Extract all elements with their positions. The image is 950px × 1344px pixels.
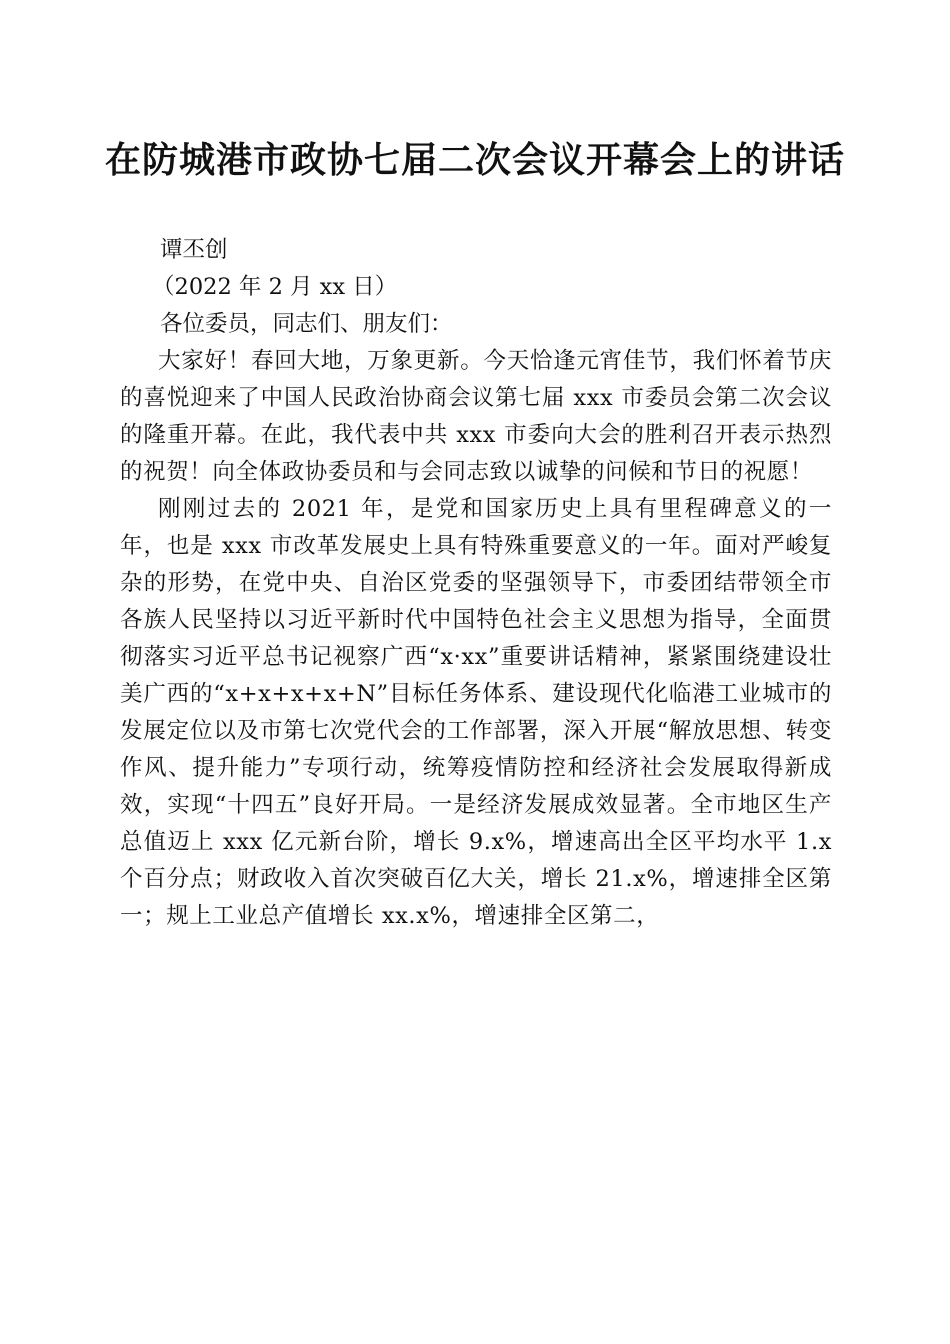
document-body bbox=[120, 232, 832, 935]
salutation-line: 各位委员，同志们、朋友们： bbox=[160, 311, 453, 337]
date-line: （2022 年 2 月 xx 日） bbox=[152, 274, 398, 300]
document-title: 在防城港市政协七届二次会议开幕会上的讲话 bbox=[104, 139, 845, 181]
author-line: 谭丕创 bbox=[160, 237, 228, 263]
paragraph-review: 刚刚过去的 2021 年，是党和国家历史上具有里程碑意义的一年，也是 xxx 市改革发展史上具有特殊重要意义的一年。面对严峻复杂的形势，在党中央、自治区党委的坚强领导下，市委团结带领全市各族人民坚持以习近平新时代中国特色社会主义思想为指导，全面贯彻落实习近平总书记视察广西“x·xx”重要讲话精神，紧紧围绕建设壮美广西的“x+x+x+x+N”目标任务体系、建设现代化临港工业城市的发展定位以及市第七次党代会的工作部署，深入开展“解放思想、转变作风、提升能力”专项行动，统筹疫情防控和经济社会发展取得新成效，实现“十四五”良好开局。一是经济发展成效显著。全市地区生产总值迈上 xxx 亿元新台阶，增长 9.x%，增速高出全区平均水平 1.x 个百分点；财政收入首次突破百亿大关，增长 21.x%，增速排全区第一；规上工业总产值增长 xx.x%，增速排全区第二， bbox=[120, 496, 832, 929]
paragraph-greeting: 大家好！春回大地，万象更新。今天恰逢元宵佳节，我们怀着节庆的喜悦迎来了中国人民政治协商会议第七届 xxx 市委员会第二次会议的隆重开幕。在此，我代表中共 xxx 市委向大会的胜利召开表示热烈的祝贺！向全体政协委员和与会同志致以诚挚的问候和节日的祝愿！ bbox=[120, 348, 832, 485]
